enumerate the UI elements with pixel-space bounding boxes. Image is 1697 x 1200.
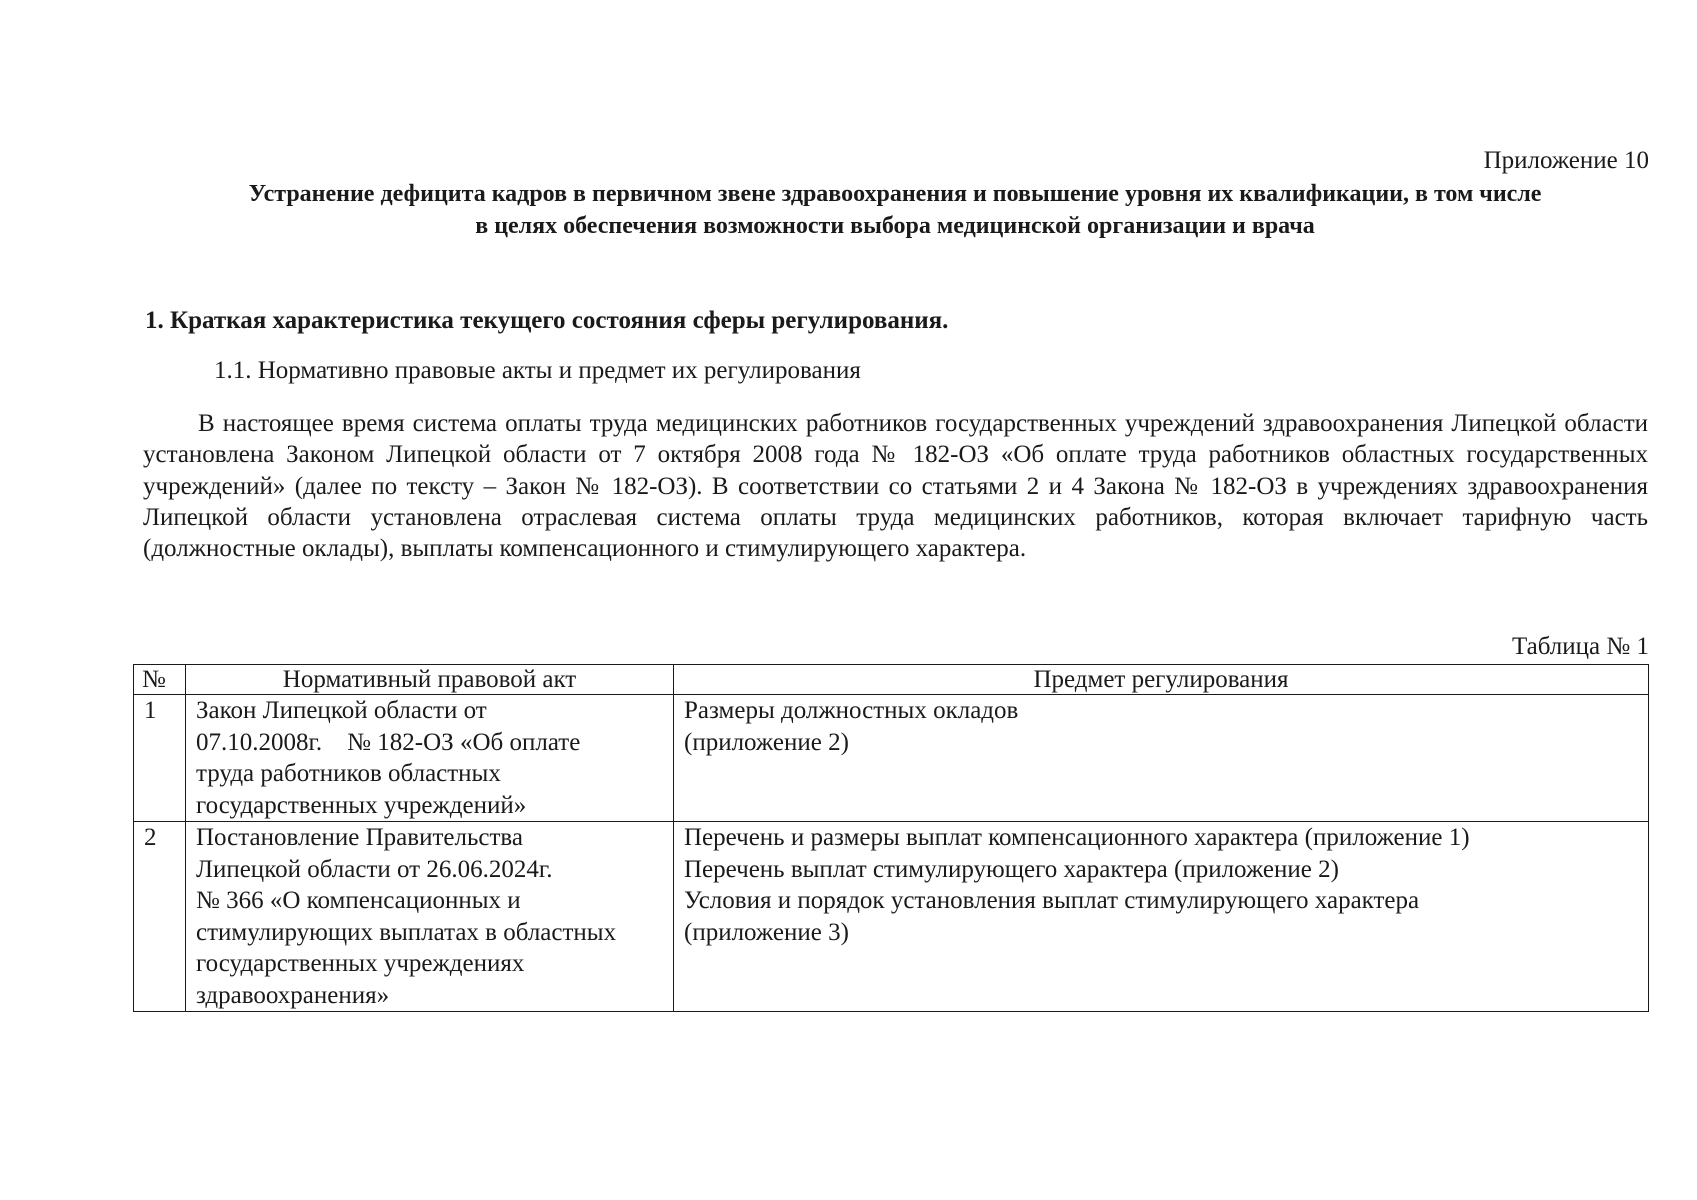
document-title-line-1: Устранение дефицита кадров в первичном звене здравоохранения и повышение уровня их квалификации, в том числе xyxy=(248,181,1542,207)
legal-act-line: Постановление Правительства xyxy=(196,824,523,851)
table-row xyxy=(134,822,1649,1012)
subsection-heading: 1.1. Нормативно правовые акты и предмет их регулирования xyxy=(214,357,861,384)
legal-act-cell xyxy=(186,695,674,822)
section-heading: 1. Краткая характеристика текущего состояния сферы регулирования. xyxy=(145,307,949,334)
legal-act-line: Липецкой области от 26.06.2024г. xyxy=(196,855,553,883)
legal-act-line: здравоохранения» xyxy=(196,981,390,1009)
row-number: 1 xyxy=(134,695,186,822)
subject-line: (приложение 2) xyxy=(684,728,849,756)
legal-act-line: № 366 «О компенсационных и xyxy=(196,887,521,914)
subject-cell xyxy=(674,822,1649,1012)
legal-act-line: 07.10.2008г. № 182-ОЗ «Об оплате xyxy=(196,728,581,756)
table-caption: Таблица № 1 xyxy=(1511,633,1649,660)
legal-act-line: стимулирующих выплатах в областных xyxy=(196,918,617,946)
subject-line: Условия и порядок установления выплат стимулирующего характера xyxy=(684,887,1420,914)
header-subject: Предмет регулирования xyxy=(674,665,1649,695)
legal-act-line: государственных учреждениях xyxy=(196,950,525,977)
subject-line: Перечень и размеры выплат компенсационного характера (приложение 1) xyxy=(684,824,1470,851)
document-title xyxy=(140,178,1650,242)
row-number: 2 xyxy=(134,822,186,1012)
subject-line: Перечень выплат стимулирующего характера (приложение 2) xyxy=(684,855,1339,883)
legal-act-line: государственных учреждений» xyxy=(196,791,527,819)
header-legal-act: Нормативный правовой акт xyxy=(186,665,674,695)
annex-label: Приложение 10 xyxy=(1483,147,1649,174)
subject-line: (приложение 3) xyxy=(684,918,849,946)
header-number: № xyxy=(134,665,186,695)
legal-act-line: Закон Липецкой области от xyxy=(196,697,487,724)
subject-cell xyxy=(674,695,1649,822)
regulation-table xyxy=(133,664,1649,1012)
table-row xyxy=(134,695,1649,822)
table-header-row xyxy=(134,665,1649,695)
body-paragraph: В настоящее время система оплаты труда медицинских работников государственных учреждений здравоохранения Липецкой области установлена Законом Липецкой области от 7 октября 2008 года № 182-ОЗ «Об оплате труда работников областных государственных учреждений» (далее по тексту – Закон № 182-ОЗ). В соответствии со статьями 2 и 4 Закона № 182-ОЗ в учреждениях здравоохранения Липецкой области установлена отраслевая система оплаты труда медицинских работников, которая включает тарифную часть (должностные оклады), выплаты компенсационного и стимулирующего характера. xyxy=(143,410,1648,563)
legal-act-cell xyxy=(186,822,674,1012)
subject-line: Размеры должностных окладов xyxy=(684,697,1019,724)
legal-act-line: труда работников областных xyxy=(196,760,501,787)
document-title-line-2: в целях обеспечения возможности выбора медицинской организации и врача xyxy=(475,213,1315,239)
